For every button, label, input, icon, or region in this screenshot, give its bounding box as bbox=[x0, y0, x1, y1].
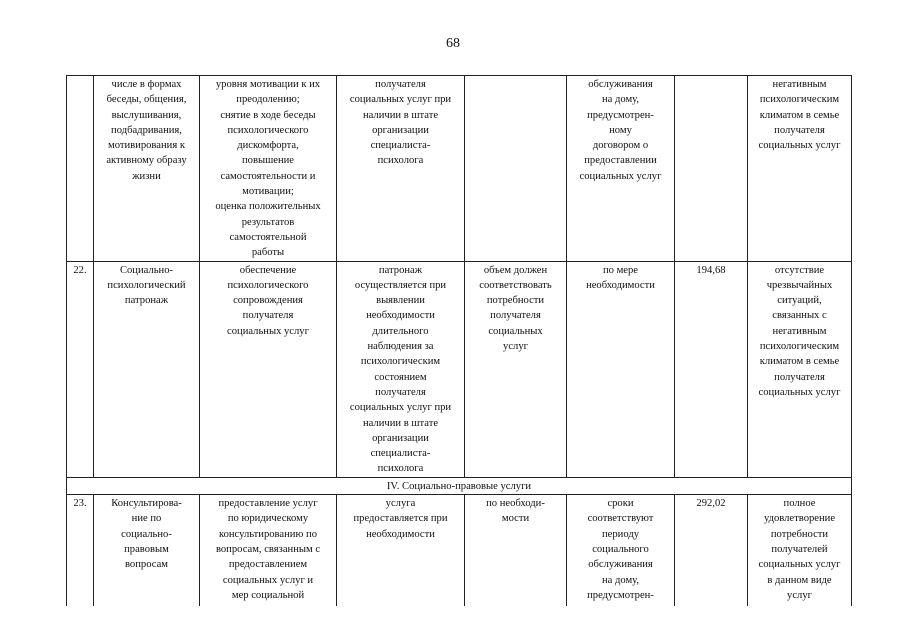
section-header: IV. Социально-правовые услуги bbox=[67, 477, 852, 494]
row-number bbox=[67, 76, 94, 262]
service-volume-cell: по необходи- мости bbox=[465, 495, 567, 607]
service-quality-cell: негативным психологическим климатом в семье получателя социальных услуг bbox=[748, 76, 852, 262]
service-term-cell: обслуживания на дому, предусмотрен- ному договором о предоставлении социальных услуг bbox=[567, 76, 675, 262]
service-conditions-cell: патронаж осуществляется при выявлении необходимости длительного наблюдения за психологическим состоянием получателя социальных услуг при наличии в штате организации специалиста- психолога bbox=[337, 261, 465, 477]
table-row bbox=[67, 76, 852, 262]
table-row bbox=[67, 495, 852, 607]
service-name-cell: Консультирова- ние по социально- правовым вопросам bbox=[94, 495, 200, 607]
service-content-cell: уровня мотивации к их преодолению; снятие в ходе беседы психологического дискомфорта, повышение самостоятельности и мотивации; оценка положительных результатов самостоятельной работы bbox=[200, 76, 337, 262]
service-price-cell bbox=[675, 76, 748, 262]
service-price-cell: 292,02 bbox=[675, 495, 748, 607]
service-conditions-cell: услуга предоставляется при необходимости bbox=[337, 495, 465, 607]
service-term-cell: сроки соответствуют периоду социального обслуживания на дому, предусмотрен- bbox=[567, 495, 675, 607]
service-volume-cell: объем должен соответствовать потребности получателя социальных услуг bbox=[465, 261, 567, 477]
service-name-cell: числе в формах беседы, общения, выслушивания, подбадривания, мотивирования к активному образу жизни bbox=[94, 76, 200, 262]
services-table bbox=[66, 75, 852, 606]
row-number: 22. bbox=[67, 261, 94, 477]
service-quality-cell: отсутствие чрезвычайных ситуаций, связанных с негативным психологическим климатом в семье получателя социальных услуг bbox=[748, 261, 852, 477]
table-row bbox=[67, 261, 852, 477]
section-header-row bbox=[67, 477, 852, 494]
service-quality-cell: полное удовлетворение потребности получателей социальных услуг в данном виде услуг bbox=[748, 495, 852, 607]
page-number: 68 bbox=[446, 36, 460, 51]
service-term-cell: по мере необходимости bbox=[567, 261, 675, 477]
service-volume-cell bbox=[465, 76, 567, 262]
row-number: 23. bbox=[67, 495, 94, 607]
service-content-cell: обеспечение психологического сопровождения получателя социальных услуг bbox=[200, 261, 337, 477]
service-content-cell: предоставление услуг по юридическому консультированию по вопросам, связанным с предоставлением социальных услуг и мер социальной bbox=[200, 495, 337, 607]
service-price-cell: 194,68 bbox=[675, 261, 748, 477]
service-conditions-cell: получателя социальных услуг при наличии в штате организации специалиста- психолога bbox=[337, 76, 465, 262]
service-name-cell: Социально- психологический патронаж bbox=[94, 261, 200, 477]
